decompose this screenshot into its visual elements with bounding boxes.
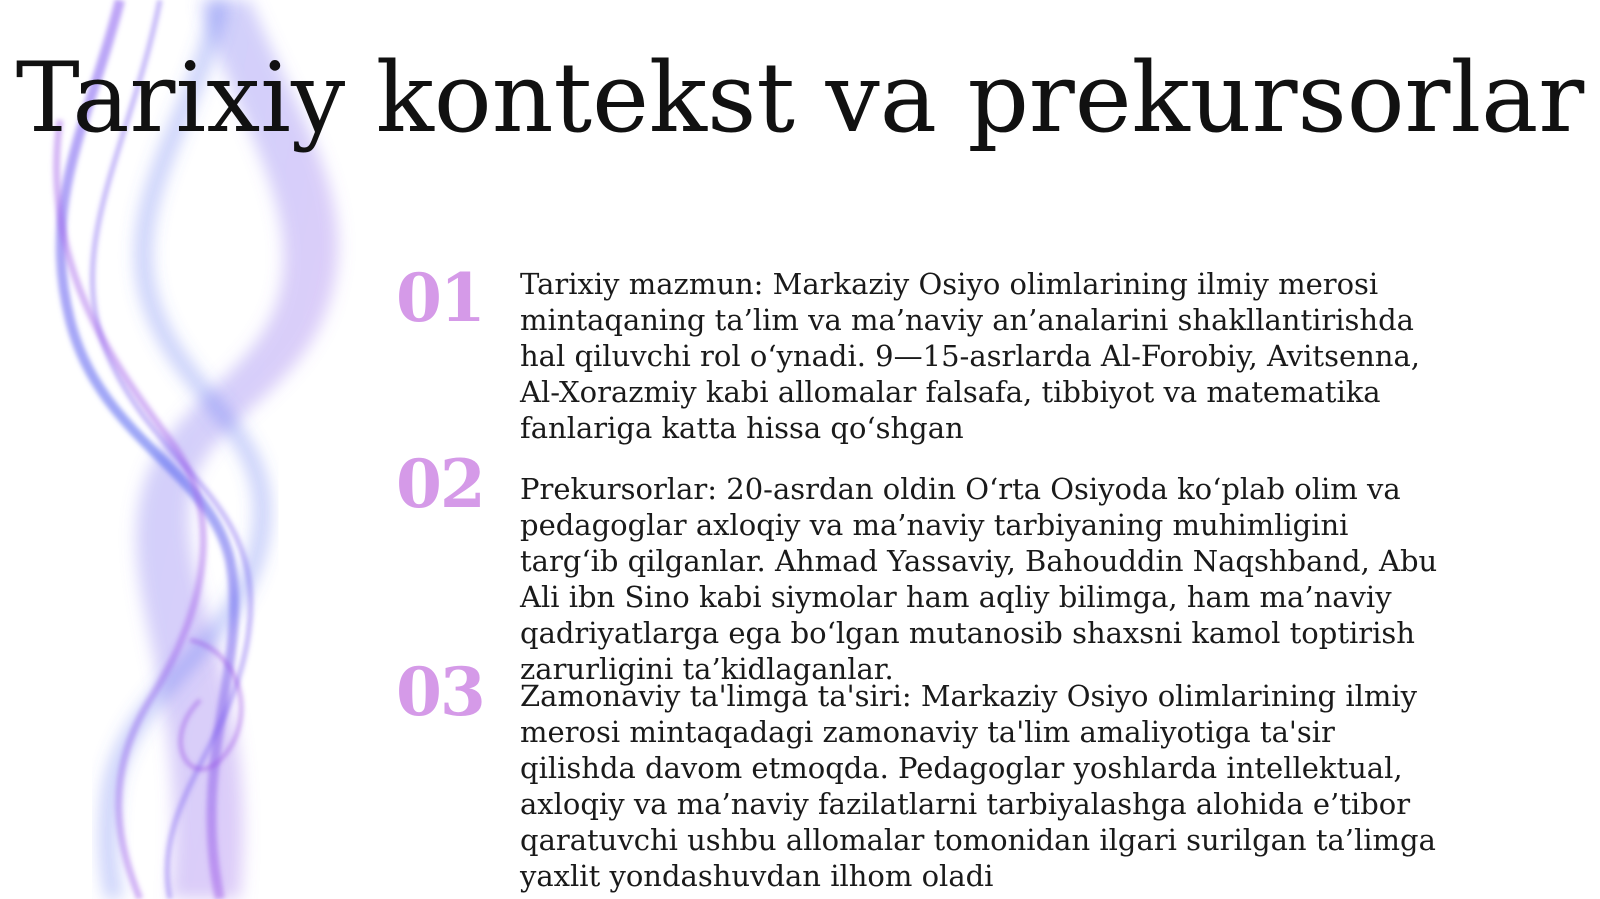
item-text-03: Zamonaviy ta'limga ta'siri: Markaziy Osiyo olimlarining ilmiy merosi mintaqadagi zamonaviy ta'lim amaliyotiga ta'sir qilishda davom etmoqda. Pedagoglar yoshlarda intellektual, axloqiy va ma’naviy fazilatlarni tarbiyalashga alohida e’tibor qaratuvchi ushbu allomalar tomonidan ilgari surilgan ta’limga yaxlit yondashuvdan ilhom oladi — [520, 679, 1436, 893]
item-number-02: 02 — [396, 445, 484, 523]
item-text-02: Prekursorlar: 20-asrdan oldin O‘rta Osiyoda ko‘plab olim va pedagoglar axloqiy va ma’naviy tarbiyaning muhimligini targ‘ib qilganlar. Ahmad Yassaviy, Bahouddin Naqshband, Abu Ali ibn Sino kabi siymolar ham aqliy bilimga, ham ma’naviy qadriyatlarga ega bo‘lgan mutanosib shaxsni kamol toptirish zarurligini ta’kidlaganlar. — [520, 472, 1438, 686]
slide-title: Tarixiy kontekst va prekursorlar — [15, 42, 1585, 154]
item-text-01: Tarixiy mazmun: Markaziy Osiyo olimlarining ilmiy merosi mintaqaning ta’lim va ma’naviy an’analarini shakllantirishda hal qiluvchi rol o‘ynadi. 9—15-asrlarda Al-Forobiy, Avitsenna, Al-Xorazmiy kabi allomalar falsafa, tibbiyot va matematika fanlariga katta hissa qo‘shgan — [520, 267, 1420, 445]
item-number-03: 03 — [396, 653, 484, 731]
item-number-01: 01 — [396, 259, 484, 337]
